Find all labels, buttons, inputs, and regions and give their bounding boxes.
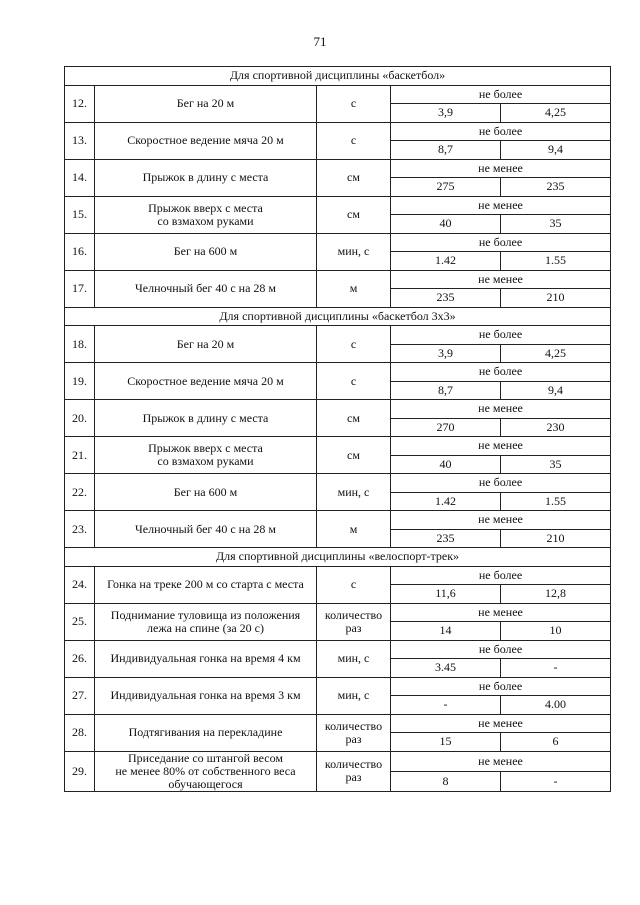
value-stage-1: 270: [391, 418, 501, 437]
exercise-name-line: Поднимание туловища из положения: [110, 607, 301, 622]
unit: [317, 363, 391, 400]
unit: [317, 122, 391, 159]
value-stage-1: 8,7: [391, 141, 501, 160]
value-stage-2: -: [501, 771, 611, 791]
table-row: [65, 640, 611, 659]
row-number: 26.: [65, 640, 95, 677]
unit-line: см: [347, 207, 360, 221]
exercise-name-line: Бег на 600 м: [173, 484, 238, 499]
unit: [317, 566, 391, 603]
row-number: 25.: [65, 603, 95, 640]
row-number: 27.: [65, 677, 95, 714]
value-stage-2: 1.55: [501, 492, 611, 511]
exercise-name-line: Приседание со штангой весом: [128, 750, 283, 765]
value-stage-1: 235: [391, 289, 501, 308]
criterion: не более: [391, 85, 611, 104]
exercise-name: [95, 437, 317, 474]
value-stage-1: 3,9: [391, 104, 501, 123]
row-number: 24.: [65, 566, 95, 603]
row-number: 19.: [65, 363, 95, 400]
row-number: 15.: [65, 196, 95, 233]
value-stage-2: 10: [501, 622, 611, 641]
unit: [317, 85, 391, 122]
exercise-name: [95, 400, 317, 437]
table-row: [65, 437, 611, 456]
table-row: [65, 85, 611, 104]
section-title: Для спортивной дисциплины «баскетбол 3х3»: [65, 307, 611, 326]
criterion: не более: [391, 640, 611, 659]
row-number: 13.: [65, 122, 95, 159]
row-number: 20.: [65, 400, 95, 437]
value-stage-1: 8,7: [391, 381, 501, 400]
row-number: 29.: [65, 751, 95, 791]
unit-line: с: [350, 96, 357, 110]
criterion: не менее: [391, 159, 611, 178]
criterion: не менее: [391, 511, 611, 530]
unit: [317, 326, 391, 363]
value-stage-2: 35: [501, 455, 611, 474]
exercise-name: [95, 640, 317, 677]
section-header-row: [65, 307, 611, 326]
exercise-name-line: Скоростное ведение мяча 20 м: [127, 133, 284, 147]
row-number: 14.: [65, 159, 95, 196]
value-stage-1: 235: [391, 529, 501, 548]
row-number: 17.: [65, 270, 95, 307]
table-row: [65, 400, 611, 419]
criterion: не менее: [391, 400, 611, 419]
value-stage-1: 40: [391, 215, 501, 234]
unit: [317, 751, 391, 791]
exercise-name-line: не менее 80% от собственного веса: [115, 763, 296, 778]
row-number: 22.: [65, 474, 95, 511]
value-stage-1: 40: [391, 455, 501, 474]
page-number: 71: [313, 34, 327, 49]
unit-line: мин, с: [337, 651, 370, 665]
exercise-name: [95, 751, 317, 791]
value-stage-1: 3,9: [391, 344, 501, 363]
table-row: [65, 677, 611, 696]
value-stage-1: 275: [391, 178, 501, 197]
unit-line: мин, с: [337, 688, 370, 702]
exercise-name: [95, 159, 317, 196]
exercise-name: [95, 85, 317, 122]
value-stage-2: 210: [501, 529, 611, 548]
unit: [317, 196, 391, 233]
value-stage-2: 210: [501, 289, 611, 308]
table-row: [65, 511, 611, 530]
criterion: не более: [391, 326, 611, 345]
unit-line: см: [347, 170, 360, 184]
unit-line: м: [349, 521, 358, 536]
unit-line: м: [349, 281, 358, 295]
value-stage-2: 9,4: [501, 381, 611, 400]
unit-line: с: [350, 336, 357, 351]
row-number: 28.: [65, 714, 95, 751]
exercise-name: [95, 363, 317, 400]
table-row: [65, 326, 611, 345]
exercise-name-line: Прыжок в длину с места: [142, 410, 269, 425]
criterion: не более: [391, 677, 611, 696]
section-title: Для спортивной дисциплины «велоспорт-трек»: [65, 548, 611, 567]
unit-line: количество: [324, 718, 383, 733]
table-row: [65, 122, 611, 141]
unit: [317, 400, 391, 437]
value-stage-2: 6: [501, 733, 611, 752]
section-title: Для спортивной дисциплины «баскетбол»: [65, 67, 611, 86]
criterion: не менее: [391, 437, 611, 456]
unit-line: раз: [345, 731, 362, 746]
value-stage-2: 35: [501, 215, 611, 234]
exercise-name: [95, 474, 317, 511]
exercise-name-line: Прыжок вверх с места: [148, 441, 263, 455]
value-stage-1: 14: [391, 622, 501, 641]
unit: [317, 603, 391, 640]
table-row: [65, 363, 611, 382]
exercise-name-line: Бег на 20 м: [176, 336, 235, 351]
unit: [317, 640, 391, 677]
criterion: не более: [391, 122, 611, 141]
exercise-name: [95, 566, 317, 603]
table-row: [65, 474, 611, 493]
criterion: не более: [391, 474, 611, 493]
section-header-row: [65, 67, 611, 86]
exercise-name-line: обучающегося: [168, 776, 243, 791]
unit-line: мин, с: [337, 244, 370, 258]
criterion: не менее: [391, 196, 611, 215]
exercise-name: [95, 196, 317, 233]
unit: [317, 511, 391, 548]
table-row: [65, 196, 611, 215]
row-number: 16.: [65, 233, 95, 270]
row-number: 18.: [65, 326, 95, 363]
value-stage-2: 4,25: [501, 344, 611, 363]
exercise-name-line: со взмахом руками: [157, 454, 254, 468]
exercise-name-line: Индивидуальная гонка на время 4 км: [110, 651, 301, 665]
exercise-name-line: Бег на 20 м: [176, 96, 235, 110]
value-stage-2: 230: [501, 418, 611, 437]
value-stage-1: 11,6: [391, 585, 501, 604]
unit: [317, 714, 391, 751]
exercise-name-line: Индивидуальная гонка на время 3 км: [110, 688, 301, 702]
value-stage-1: 15: [391, 733, 501, 752]
unit-line: количество: [324, 607, 383, 622]
unit-line: см: [347, 447, 360, 462]
value-stage-1: 1.42: [391, 492, 501, 511]
unit: [317, 159, 391, 196]
unit-line: мин, с: [337, 484, 370, 499]
table-row: [65, 270, 611, 289]
value-stage-1: 1.42: [391, 252, 501, 271]
exercise-name-line: Челночный бег 40 с на 28 м: [134, 281, 277, 295]
exercise-name: [95, 511, 317, 548]
unit: [317, 233, 391, 270]
exercise-name-line: Челночный бег 40 с на 28 м: [134, 521, 277, 536]
table-row: [65, 233, 611, 252]
unit-line: раз: [345, 620, 362, 635]
value-stage-2: 235: [501, 178, 611, 197]
criterion: не менее: [391, 603, 611, 622]
unit: [317, 270, 391, 307]
value-stage-1: 3.45: [391, 659, 501, 678]
value-stage-2: 4.00: [501, 696, 611, 715]
exercise-name: [95, 677, 317, 714]
unit-line: см: [347, 410, 360, 425]
unit: [317, 474, 391, 511]
exercise-name-line: Подтягивания на перекладине: [128, 725, 283, 739]
criterion: не менее: [391, 714, 611, 733]
value-stage-2: 4,25: [501, 104, 611, 123]
table-row: [65, 751, 611, 771]
exercise-name: [95, 122, 317, 159]
exercise-name: [95, 603, 317, 640]
exercise-name: [95, 714, 317, 751]
exercise-name-line: Прыжок вверх с места: [148, 200, 263, 215]
unit-line: с: [350, 373, 357, 388]
criterion: не менее: [391, 270, 611, 289]
table-row: [65, 159, 611, 178]
exercise-name: [95, 326, 317, 363]
row-number: 12.: [65, 85, 95, 122]
criterion: не более: [391, 233, 611, 252]
unit: [317, 437, 391, 474]
unit: [317, 677, 391, 714]
norms-table: [64, 66, 611, 792]
exercise-name-line: со взмахом руками: [157, 213, 254, 228]
exercise-name-line: Прыжок в длину с места: [142, 170, 269, 184]
unit-line: количество: [324, 757, 383, 771]
exercise-name: [95, 233, 317, 270]
value-stage-2: 1.55: [501, 252, 611, 271]
value-stage-1: 8: [391, 771, 501, 791]
value-stage-2: 12,8: [501, 585, 611, 604]
value-stage-2: 9,4: [501, 141, 611, 160]
exercise-name-line: Бег на 600 м: [173, 244, 238, 258]
exercise-name-line: Гонка на треке 200 м со старта с места: [107, 577, 304, 591]
value-stage-1: -: [391, 696, 501, 715]
exercise-name-line: лежа на спине (за 20 с): [147, 620, 264, 635]
row-number: 23.: [65, 511, 95, 548]
value-stage-2: -: [501, 659, 611, 678]
exercise-name-line: Скоростное ведение мяча 20 м: [127, 373, 284, 388]
table-row: [65, 603, 611, 622]
unit-line: с: [350, 133, 357, 147]
unit-line: с: [350, 577, 357, 591]
table-row: [65, 714, 611, 733]
section-header-row: [65, 548, 611, 567]
table-row: [65, 566, 611, 585]
exercise-name: [95, 270, 317, 307]
unit-line: раз: [345, 770, 362, 784]
criterion: не более: [391, 363, 611, 382]
criterion: не более: [391, 566, 611, 585]
criterion: не менее: [391, 751, 611, 771]
row-number: 21.: [65, 437, 95, 474]
